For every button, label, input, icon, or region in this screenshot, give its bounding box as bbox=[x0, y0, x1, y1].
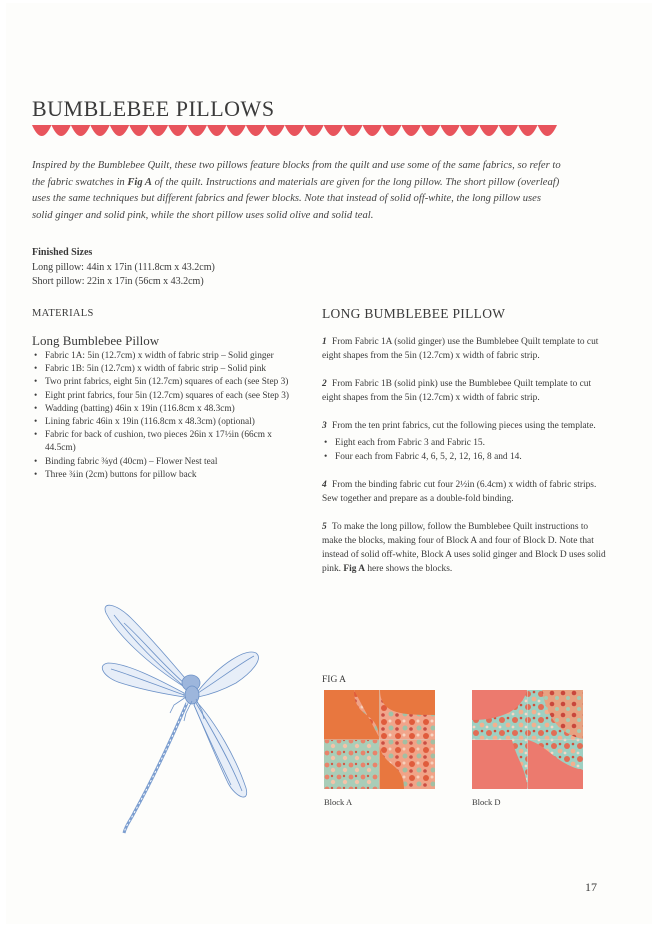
list-item: • Fabric 1B: 5in (12.7cm) x width of fabric strip – Solid pink bbox=[32, 363, 302, 376]
step-text: From the binding fabric cut four 2½in (6.4cm) x width of fabric strips. Sew together and prepare as a double-fold binding. bbox=[322, 479, 597, 504]
short-pillow-size: Short pillow: 22in x 17in (56cm x 43.2cm) bbox=[32, 276, 204, 287]
list-item: • Fabric for back of cushion, two pieces 26in x 17½in (66cm x 44.5cm) bbox=[32, 429, 302, 455]
list-item: • Two print fabrics, eight 5in (12.7cm) squares of each (see Step 3) bbox=[32, 376, 302, 389]
step-number: 1 bbox=[322, 337, 327, 347]
list-item: • Eight print fabrics, four 5in (12.7cm) squares of each (see Step 3) bbox=[32, 390, 302, 403]
scallop-shape bbox=[32, 125, 557, 136]
intro-paragraph bbox=[32, 158, 562, 225]
long-pillow-heading: LONG BUMBLEBEE PILLOW bbox=[322, 306, 506, 321]
materials-list bbox=[32, 350, 302, 482]
step-number: 4 bbox=[322, 479, 327, 490]
block-a-image bbox=[324, 690, 435, 789]
step-number: 3 bbox=[322, 421, 327, 432]
list-item: • Wadding (batting) 46in x 19in (116.8cm x 48.3cm) bbox=[32, 403, 302, 416]
step-text: here shows the blocks. bbox=[364, 564, 453, 575]
page-number: 17 bbox=[585, 880, 597, 894]
step-3 bbox=[322, 419, 607, 463]
list-item: • Four each from Fabric 4, 6, 5, 2, 12, 16, 8 and 14. bbox=[322, 450, 607, 464]
list-item: • Eight each from Fabric 3 and Fabric 15. bbox=[322, 436, 607, 450]
dragonfly-illustration bbox=[46, 593, 286, 853]
step-2 bbox=[322, 377, 607, 405]
step-1 bbox=[322, 335, 607, 363]
instruction-steps bbox=[322, 335, 607, 590]
intro-text-1: Inspired by the Bumblebee Quilt, these two pillows feature blocks from the quilt and use some of the same fabrics, so refer to the fabric swatches in bbox=[32, 160, 561, 188]
book-page bbox=[6, 3, 652, 924]
step-text: To make the long pillow, follow the Bumblebee Quilt instructions to make the blocks, making four of Block A and four of Block D. Note that instead of solid off-white, Block A uses solid ginger and Block D uses solid pink. bbox=[322, 521, 606, 575]
intro-text-2: of the quilt. Instructions and materials are given for the long pillow. The short pillow (overleaf) uses the same techniques but different fabrics and fewer blocks. Note that instead of solid off-white, the long pillow uses solid ginger and solid pink, while the short pillow uses solid olive and solid teal. bbox=[32, 176, 560, 222]
step-5 bbox=[322, 520, 607, 576]
figure-label: FIG A bbox=[322, 675, 347, 685]
step-figref: Fig A bbox=[343, 564, 365, 575]
scallop-border bbox=[32, 125, 557, 139]
list-item: • Binding fabric ⅜yd (40cm) – Flower Nest teal bbox=[32, 456, 302, 469]
intro-figref: Fig A bbox=[127, 176, 152, 188]
list-item: • Three ¾in (2cm) buttons for pillow back bbox=[32, 469, 302, 482]
finished-sizes bbox=[32, 246, 332, 290]
block-a-label: Block A bbox=[324, 797, 353, 807]
materials-subheading: Long Bumblebee Pillow bbox=[32, 333, 160, 348]
materials-heading: MATERIALS bbox=[32, 308, 94, 319]
step-3-bullets bbox=[322, 436, 607, 464]
step-4 bbox=[322, 478, 607, 506]
block-d-label: Block D bbox=[472, 797, 501, 807]
long-pillow-size: Long pillow: 44in x 17in (111.8cm x 43.2cm) bbox=[32, 261, 215, 273]
step-text: From the ten print fabrics, cut the following pieces using the template. bbox=[332, 421, 596, 432]
list-item: • Lining fabric 46in x 19in (116.8cm x 48.3cm) (optional) bbox=[32, 416, 302, 429]
step-text: From Fabric 1A (solid ginger) use the Bumblebee Quilt template to cut eight shapes from the 5in (12.7cm) x width of fabric strip. bbox=[322, 337, 599, 362]
finished-sizes-heading: Finished Sizes bbox=[32, 247, 93, 258]
list-item: • Fabric 1A: 5in (12.7cm) x width of fabric strip – Solid ginger bbox=[32, 350, 302, 363]
block-d-image bbox=[472, 690, 583, 789]
step-number: 2 bbox=[322, 379, 327, 390]
step-number: 5 bbox=[322, 521, 327, 532]
page-title: BUMBLEBEE PILLOWS bbox=[32, 96, 275, 121]
step-text: From Fabric 1B (solid pink) use the Bumblebee Quilt template to cut eight shapes from the 5in (12.7cm) x width of fabric strip. bbox=[322, 379, 592, 404]
